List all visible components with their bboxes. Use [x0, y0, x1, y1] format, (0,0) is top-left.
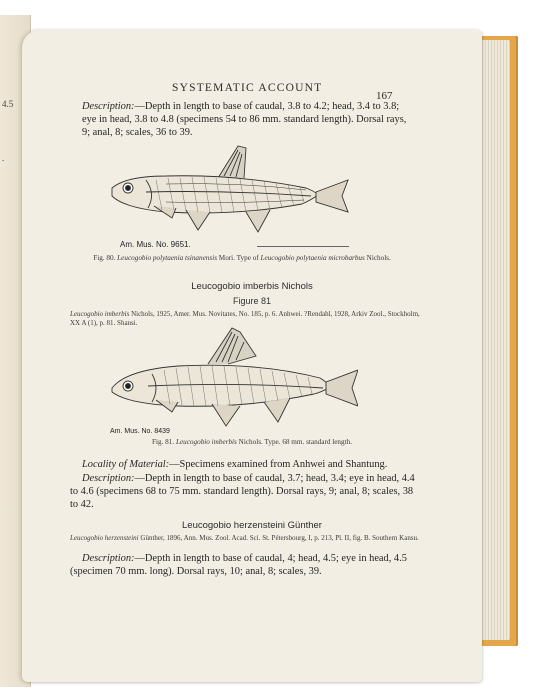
description-text: —Depth in length to base of caudal, 4; head, 4.5; eye in head, 4.5 (specimen 70 mm. long). Dorsal rays, 10; anal, 8; scales, 39.: [70, 553, 407, 577]
specimen-label-fig80: Am. Mus. No. 9651.: [120, 240, 191, 249]
description-label: Description:: [82, 473, 135, 484]
description-paragraph-3: [70, 552, 420, 578]
description-label: Description:: [82, 553, 135, 564]
specimen-label-fig81: Am. Mus. No. 8439: [110, 428, 170, 435]
description-text: —Depth in length to base of caudal, 3.8 to 4.2; head, 3.4 to 3.8; eye in head, 3.8 to 4.8 (specimens 54 to 86 mm. standard length). Dorsal rays, 9; anal, 8; scales, 36 to 39.: [82, 101, 407, 138]
species-heading-herzensteini: Leucogobio herzensteini Günther: [182, 520, 322, 531]
page-header: [22, 82, 482, 102]
running-head: SYSTEMATIC ACCOUNT: [172, 82, 323, 94]
figure-80-caption: Fig. 80. Leucogobio polytaenia tsinanensis Mori. Type of Leucogobio polytaenia microbarbus Nichols.: [93, 254, 391, 262]
figure-reference-81: Figure 81: [232, 296, 272, 306]
page-number: 167: [376, 90, 393, 102]
fish-illustration-fig80: [106, 140, 356, 255]
description-paragraph-2: [70, 472, 420, 511]
description-paragraph-1: [82, 100, 416, 139]
locality-text: —Specimens examined from Anhwei and Shantung.: [169, 459, 388, 470]
previous-page-fragment: .: [2, 153, 5, 163]
scale-bar-fig80: [257, 246, 349, 247]
fish-illustration-fig81: [108, 326, 358, 434]
description-label: Description:: [82, 101, 135, 112]
figure-81-caption: Fig. 81. Leucogobio imberbis Nichols. Type. 68 mm. standard length.: [151, 438, 352, 446]
locality-paragraph: [70, 458, 420, 471]
species-heading-imberbis: Leucogobio imberbis Nichols: [191, 281, 313, 292]
locality-label: Locality of Material:: [82, 459, 170, 470]
citation-imberbis: Leucogobio imberbis Nichols, 1925, Amer. Mus. Novitates, No. 185, p. 6. Anhwei. ?Rendahl, 1928, Arkiv Zool., Stockholm, XX A (1), p. 81. Shansi.: [70, 310, 420, 327]
description-text: —Depth in length to base of caudal, 3.7; head, 3.4; eye in head, 4.4 to 4.6 (specimens 68 to 75 mm. standard length). Dorsal rays, 9; anal, 8; scales, 38 to 42.: [70, 473, 415, 510]
citation-herzensteini: Leucogobio herzensteini Günther, 1896, Ann. Mus. Zool. Acad. Sci. St. Pétersbourg, I, p. 213, Pl. II, fig. B. Southern Kansu.: [70, 534, 419, 542]
previous-page-fragment: 4.5: [2, 99, 14, 109]
book-page: [22, 30, 482, 682]
